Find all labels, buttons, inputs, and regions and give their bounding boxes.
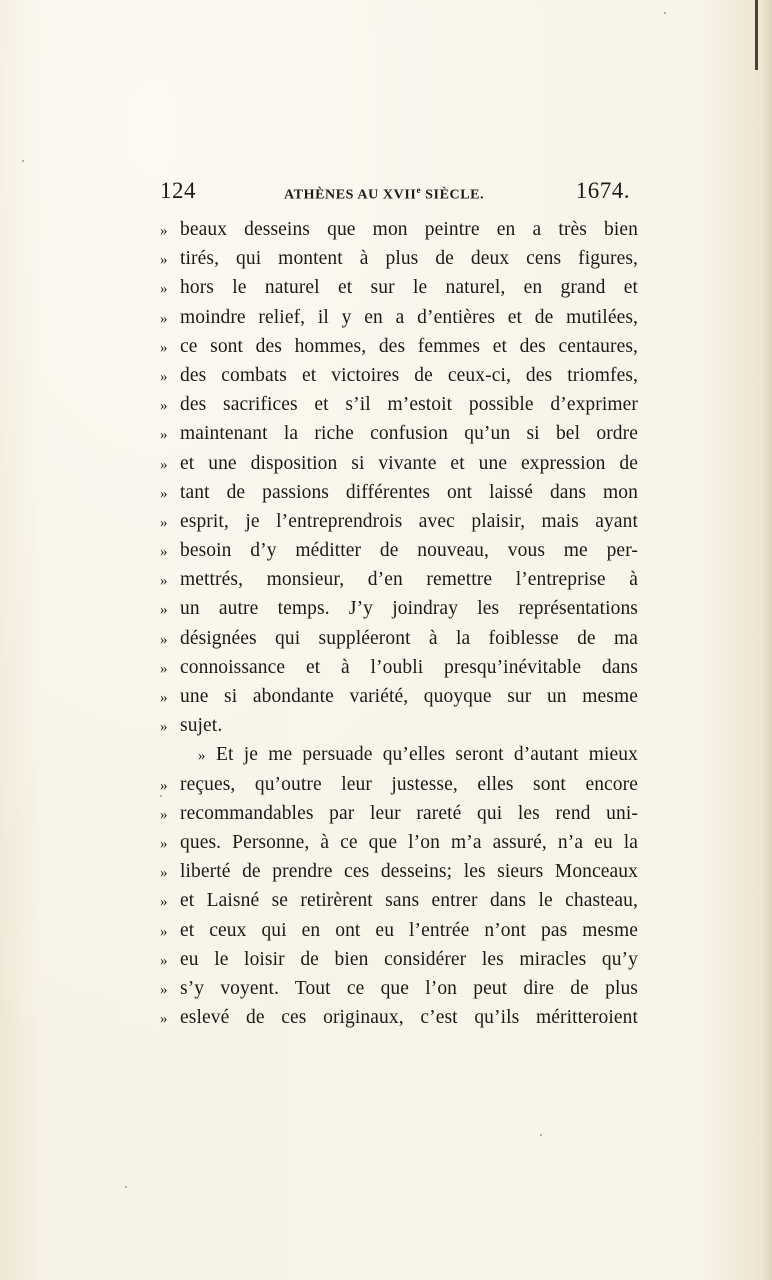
line-text: beaux desseins que mon peintre en a très bien <box>180 219 638 240</box>
quote-mark: » <box>160 514 168 531</box>
quote-mark: » <box>160 1011 168 1028</box>
quote-mark: » <box>160 544 168 561</box>
text-line <box>160 215 638 244</box>
line-text: maintenant la riche confusion qu’un si bel ordre <box>180 423 638 445</box>
text-line <box>160 361 638 390</box>
quote-mark: » <box>160 923 168 940</box>
line-text: et ceux qui en ont eu l’entrée n’ont pas mesme <box>180 919 638 941</box>
text-line <box>160 770 638 799</box>
text-line <box>160 828 638 857</box>
quote-mark: » <box>160 981 168 998</box>
running-title <box>284 185 484 204</box>
line-text: et une disposition si vivante et une expression de <box>180 452 638 474</box>
paper-speck <box>540 1134 542 1136</box>
text-line <box>160 594 638 623</box>
text-line <box>160 1003 638 1032</box>
line-text: recommandables par leur rareté qui les rend uni- <box>180 802 638 824</box>
paper-speck <box>664 12 666 14</box>
body-text <box>160 215 638 1032</box>
text-line <box>160 390 638 419</box>
line-text: connoissance et à l’oubli presqu’inévitable dans <box>180 656 638 678</box>
text-line <box>160 886 638 915</box>
quote-mark: » <box>160 281 168 298</box>
quote-mark: » <box>160 485 168 502</box>
quote-mark: » <box>160 456 168 473</box>
text-line <box>160 916 638 945</box>
quote-mark: » <box>160 573 168 590</box>
quote-mark: » <box>160 894 168 911</box>
page-number: 124 <box>160 178 196 203</box>
text-line <box>160 945 638 974</box>
line-text: hors le naturel et sur le naturel, en grand et <box>180 277 638 299</box>
text-line <box>160 565 638 594</box>
text-line <box>160 332 638 361</box>
line-text: eslevé de ces originaux, c’est qu’ils méritteroient <box>180 1007 638 1029</box>
text-line <box>160 449 638 478</box>
quote-mark: » <box>160 719 168 736</box>
line-text: un autre temps. J’y joindray les représentations <box>180 598 638 620</box>
text-line <box>160 711 638 740</box>
text-line <box>160 799 638 828</box>
quote-mark: » <box>160 952 168 969</box>
quote-mark: » <box>198 748 206 765</box>
quote-mark: » <box>160 310 168 327</box>
line-text: une si abondante variété, quoyque sur un mesme <box>180 686 638 707</box>
line-text: des combats et victoires de ceux-ci, des triomfes, <box>180 364 638 386</box>
text-line <box>160 536 638 565</box>
text-line <box>160 478 638 507</box>
text-line <box>160 857 638 886</box>
line-text: eu le loisir de bien considérer les miracles qu’y <box>180 948 638 970</box>
paper-speck <box>125 1186 127 1188</box>
quote-mark: » <box>160 806 168 823</box>
paper-speck <box>22 160 24 162</box>
quote-mark: » <box>160 252 168 269</box>
text-line <box>160 974 638 1003</box>
paper-speck <box>160 795 162 797</box>
line-text: ques. Personne, à ce que l’on m’a assuré, n’a eu la <box>180 831 638 853</box>
line-text: Et je me persuade qu’elles seront d’autant mieux <box>216 744 638 766</box>
line-text: tirés, qui montent à plus de deux cens figures, <box>180 248 638 270</box>
page-year: 1674. <box>575 178 630 203</box>
line-text: ce sont des hommes, des femmes et des centaures, <box>180 335 638 357</box>
line-text: s’y voyent. Tout ce que l’on peut dire de plus <box>180 977 638 999</box>
text-line <box>160 624 638 653</box>
text-line <box>160 244 638 273</box>
running-title-superscript: e <box>416 185 422 195</box>
text-line <box>160 507 638 536</box>
text-line <box>160 419 638 448</box>
text-line <box>160 303 638 332</box>
quote-mark: » <box>160 660 168 677</box>
line-text: moindre relief, il y en a d’entières et de mutilées, <box>180 306 638 328</box>
line-text: sujet. <box>180 715 223 737</box>
quote-mark: » <box>160 865 168 882</box>
quote-mark: » <box>160 602 168 619</box>
line-text: tant de passions différentes ont laissé dans mon <box>180 481 638 503</box>
line-text: et Laisné se retirèrent sans entrer dans le chasteau, <box>180 890 638 912</box>
line-text: mettrés, monsieur, d’en remettre l’entreprise à <box>180 569 638 591</box>
text-line <box>160 682 638 711</box>
line-text: liberté de prendre ces desseins; les sieurs Monceaux <box>180 861 638 883</box>
text-line <box>160 273 638 302</box>
quote-mark: » <box>160 427 168 444</box>
line-text: reçues, qu’outre leur justesse, elles sont encore <box>180 773 638 795</box>
quote-mark: » <box>160 690 168 706</box>
quote-mark: » <box>160 631 168 648</box>
text-line <box>160 653 638 682</box>
quote-mark: » <box>160 835 168 852</box>
quote-mark: » <box>160 777 168 794</box>
text-line-paragraph-start <box>160 740 638 769</box>
quote-mark: » <box>160 339 168 356</box>
page-header <box>160 178 630 214</box>
quote-mark: » <box>160 398 168 415</box>
line-text: désignées qui suppléeront à la foiblesse de ma <box>180 627 638 649</box>
line-text: esprit, je l’entreprendrois avec plaisir, mais ayant <box>180 510 638 532</box>
running-title-main: ATHÈNES AU XVII <box>284 187 417 203</box>
line-text: des sacrifices et s’il m’estoit possible d’exprimer <box>180 394 638 416</box>
quote-mark: » <box>160 368 168 385</box>
running-title-end: SIÈCLE. <box>421 187 485 203</box>
line-text: besoin d’y méditter de nouveau, vous me per- <box>180 540 638 562</box>
quote-mark: » <box>160 223 168 239</box>
page-edge-shadow <box>762 0 772 1280</box>
page-edge-mark <box>755 0 758 70</box>
